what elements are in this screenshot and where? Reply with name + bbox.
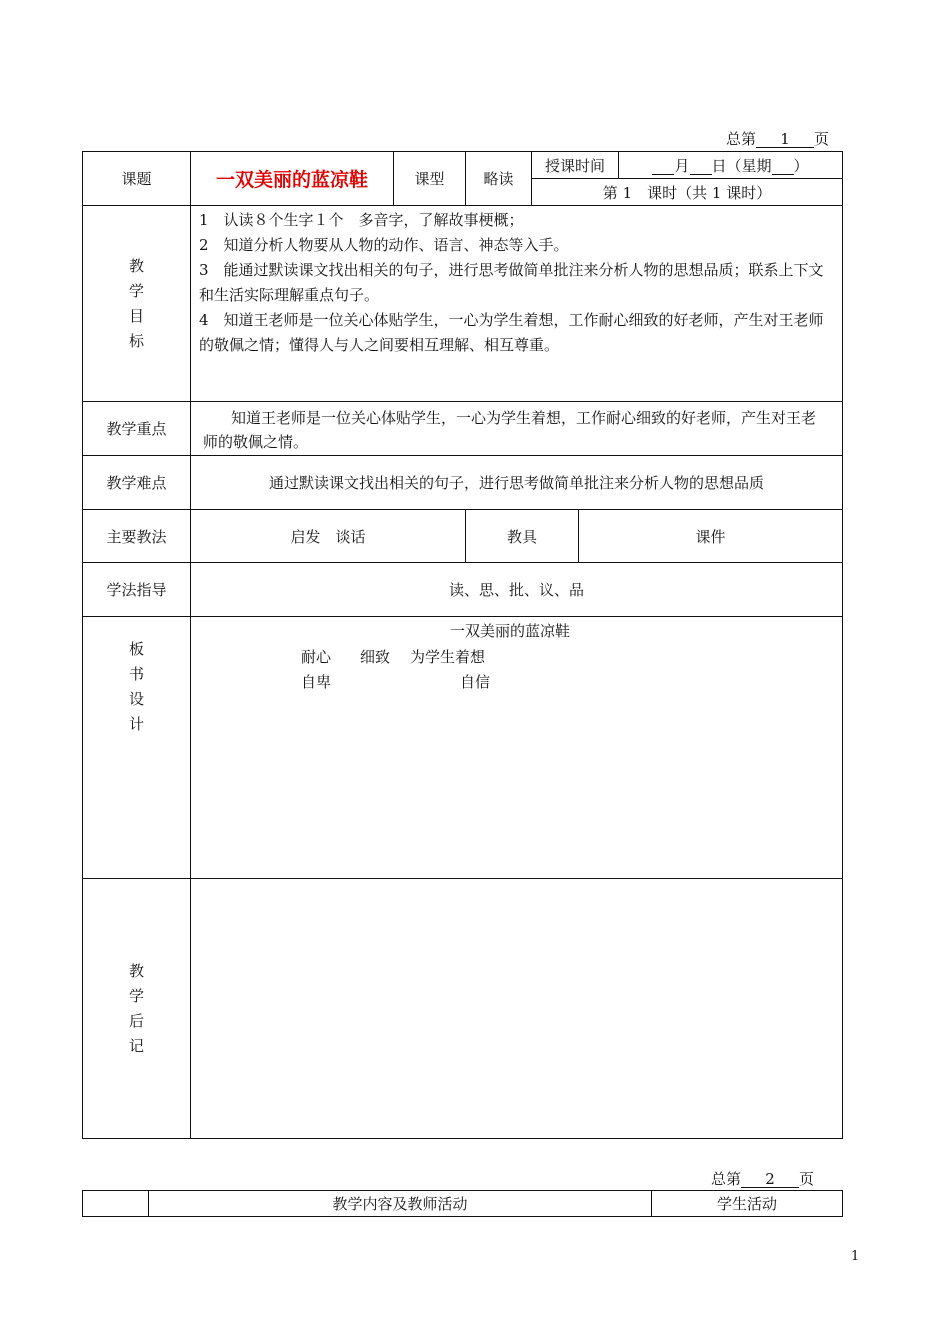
study-label: 学法指导 (83, 563, 191, 617)
board-word: 自卑 (301, 673, 332, 691)
objectives-label: 教 学 目 标 (83, 206, 191, 402)
topic-label: 课题 (83, 152, 191, 206)
key-point-text: 知道王老师是一位关心体贴学生，一心为学生着想，工作耐心细致的好老师，产生对王老师的敬佩之情。 (191, 402, 843, 456)
footer-page-number: 1 (851, 1249, 860, 1264)
objective-item: 1 认读８个生字１个 多音字，了解故事梗概； (199, 211, 524, 229)
board-label: 板 书 设 计 (83, 617, 191, 879)
board-title: 一双美丽的蓝凉鞋 (450, 622, 571, 640)
student-label: 学生活动 (652, 1191, 843, 1217)
time-label: 授课时间 (532, 152, 619, 179)
lesson-plan-table (82, 151, 843, 1139)
activities-blank-cell (83, 1191, 149, 1217)
board-word: 耐心 (301, 648, 332, 666)
difficulty-text: 通过默读课文找出相关的句子，进行思考做简单批注来分析人物的思想品质 (191, 456, 843, 510)
reflection-content (191, 879, 843, 1139)
objective-item: 4 知道王老师是一位关心体贴学生，一心为学生着想，工作耐心细致的好老师，产生对王老师的敬佩之情；懂得人与人之间要相互理解、相互尊重。 (199, 311, 824, 354)
key-point-label: 教学重点 (83, 402, 191, 456)
page-number: 2 (741, 1171, 799, 1188)
period-info: 第 1 课时（共 1 课时） (532, 179, 843, 206)
difficulty-label: 教学难点 (83, 456, 191, 510)
type-label: 课型 (394, 152, 466, 206)
board-design (191, 617, 843, 879)
objective-item: 2 知道分析人物要从人物的动作、语言、神态等入手。 (199, 236, 569, 254)
reflection-label: 教 学 后 记 (83, 879, 191, 1139)
board-word: 自信 (460, 673, 491, 691)
method-value: 启发 谈话 (191, 510, 466, 563)
lesson-type: 略读 (466, 152, 532, 206)
objective-item: 3 能通过默读课文找出相关的句子，进行思考做简单批注来分析人物的思想品质；联系上下文和生活实际理解重点句子。 (199, 261, 824, 304)
page-counter: 总第 1 页 (726, 130, 830, 148)
method-label: 主要教法 (83, 510, 191, 563)
tools-label: 教具 (466, 510, 579, 563)
tools-value: 课件 (579, 510, 843, 563)
page-counter-2: 总第 2 页 (711, 1170, 815, 1188)
board-word: 细致 (360, 648, 391, 666)
objectives-list (191, 206, 843, 402)
lesson-title: 一双美丽的蓝凉鞋 (191, 152, 394, 206)
page-number: 1 (756, 131, 814, 148)
content-label: 教学内容及教师活动 (149, 1191, 652, 1217)
teaching-date: 月 日（星期 ） (619, 152, 843, 179)
activities-table (82, 1190, 843, 1217)
study-value: 读、思、批、议、品 (191, 563, 843, 617)
board-word: 为学生着想 (410, 648, 486, 666)
